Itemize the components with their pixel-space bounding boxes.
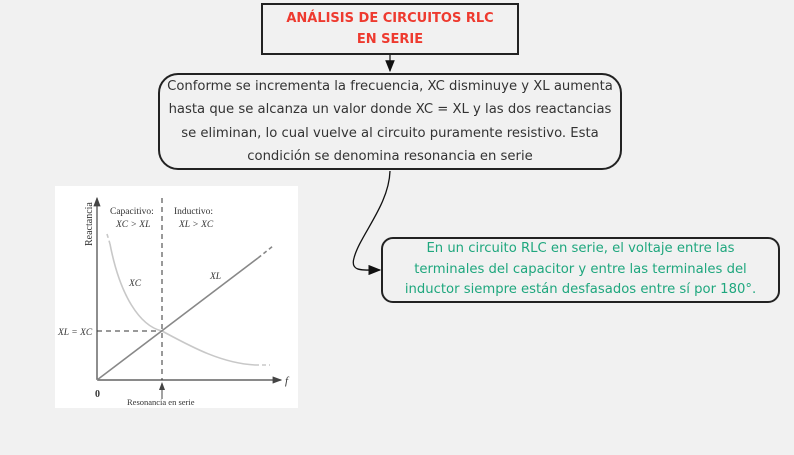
reactance-chart [55,186,298,408]
resonance-node[interactable] [158,73,622,170]
title-text: ANÁLISIS DE CIRCUITOS RLC EN SERIE [286,11,494,47]
x-axis-label: f [285,375,289,387]
xc-curve [110,244,255,365]
title-node[interactable] [261,3,519,55]
region-right-label: Inductivo: [174,207,214,217]
reactance-figure [55,186,298,408]
region-right-condition: XL > XC [179,220,214,230]
phase-text: En un circuito RLC en serie, el voltaje entre las terminales del capacitor y entre las terminales del inductor siempre están desfasados entre sí por 180°. [404,241,757,298]
xc-label: XC [129,279,142,289]
y-axis-label: Reactancia [84,202,95,246]
resonance-label: Resonancia en serie [127,397,195,407]
region-left-condition: XC > XL [116,220,151,230]
equal-label: XL = XC [58,328,93,338]
resonance-text: Conforme se incrementa la frecuencia, XC disminuye y XL aumenta hasta que se alcanza un valor donde XC = XL y las dos reactancias se eliminan, lo cual vuelve al circuito puramente resistivo. Esta condición se denomina resonancia en serie [167,78,613,164]
origin-label: 0 [95,389,100,400]
xl-line-dashed [258,246,273,258]
region-left-label: Capacitivo: [110,207,154,217]
phase-node[interactable] [381,237,780,303]
xl-label: XL [210,272,222,282]
